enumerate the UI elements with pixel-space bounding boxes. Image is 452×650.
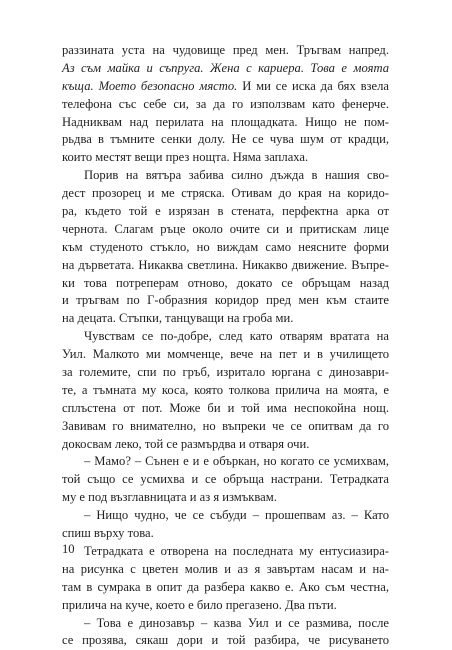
text-segment: за големите, спи по гръб, изритало юргана с динозаври- bbox=[62, 365, 389, 380]
text-segment: Уил. Малкото ми момченце, вече на пет и в училището bbox=[62, 347, 389, 362]
text-segment: Завивам го внимателно, но въпреки че се опитвам да го bbox=[62, 418, 389, 433]
text-segment: ки това потреперaм отново, докато се обръщам назад bbox=[62, 275, 389, 290]
text-segment: ра, където той е изрязан в стената, перфектна арка от bbox=[62, 204, 389, 219]
text-line bbox=[62, 203, 389, 221]
text-line bbox=[62, 507, 389, 525]
text-segment: към студеното стъкло, но виждам само неясните форми bbox=[62, 239, 389, 254]
text-line bbox=[62, 400, 389, 418]
page-number: 10 bbox=[62, 542, 75, 556]
text-segment: на децата. Стъпки, танцуващи на гроба ми. bbox=[62, 311, 294, 326]
text-segment: Чувствам се по-добре, след като отварям вратата на bbox=[84, 329, 389, 344]
text-line bbox=[62, 239, 389, 257]
text-line bbox=[62, 471, 389, 489]
text-line bbox=[62, 221, 389, 239]
text-segment: – Мамо? – Сънен е и е объркан, но когато се усмихвам, bbox=[84, 454, 389, 469]
text-segment: му е под възглавницата и аз я измъквам. bbox=[62, 490, 277, 505]
text-line bbox=[62, 310, 389, 328]
text-segment: Тетрадката е отворена на последната му ентусиазира- bbox=[84, 543, 389, 558]
text-line bbox=[62, 292, 389, 310]
text-segment: се прозява, сякаш дори и той разбира, че рисуването bbox=[62, 633, 389, 648]
text-line bbox=[62, 489, 389, 507]
text-line bbox=[62, 453, 389, 471]
text-segment: телефона със себе си, за да го използвам като фенерче. bbox=[62, 96, 389, 111]
text-segment: които местят вещи през нощта. Няма заплаха. bbox=[62, 150, 309, 165]
text-line bbox=[62, 328, 389, 346]
text-segment: на дърветата. Никаква светлина. Никакво движение. Въпре- bbox=[62, 257, 389, 272]
text-segment: рьдва в тъмните сенки долу. Не се чува шум от крадци, bbox=[62, 132, 389, 147]
text-line bbox=[62, 114, 389, 132]
text-line bbox=[62, 632, 389, 650]
text-line bbox=[62, 418, 389, 436]
text-line bbox=[62, 78, 389, 96]
text-segment: И ми се иска да бях взела bbox=[237, 78, 389, 93]
text-line bbox=[62, 597, 389, 615]
text-line bbox=[62, 525, 389, 543]
text-line bbox=[62, 257, 389, 275]
text-line bbox=[62, 60, 389, 78]
text-line bbox=[62, 382, 389, 400]
text-line bbox=[62, 346, 389, 364]
text-segment: те, а тъмната му коса, която толкова прилича на моята, е bbox=[62, 382, 389, 397]
text-line bbox=[62, 364, 389, 382]
text-line bbox=[62, 561, 389, 579]
text-line bbox=[62, 543, 389, 561]
text-segment: – Нищо чудно, че се събуди – прошепвам аз. – Като bbox=[84, 508, 389, 523]
body-text bbox=[62, 42, 389, 650]
text-segment: спиш върху това. bbox=[62, 526, 154, 541]
text-line bbox=[62, 615, 389, 633]
text-line bbox=[62, 185, 389, 203]
text-segment: на рисунка с цветен молив и аз я завъртам насам и на- bbox=[62, 561, 389, 576]
text-line bbox=[62, 167, 389, 185]
text-line bbox=[62, 579, 389, 597]
text-segment: той също се усмихва и се обръща настрани. Тетрадката bbox=[62, 472, 389, 487]
text-segment: там в сумрака в опит да разбера какво е. Ако съм честна, bbox=[62, 579, 389, 594]
text-line bbox=[62, 131, 389, 149]
text-line bbox=[62, 149, 389, 167]
text-line bbox=[62, 436, 389, 454]
text-segment: и тръгвам по Г-образния коридор пред мен към стаите bbox=[62, 293, 389, 308]
text-segment: чернота. Слагам ръце около очите си и притискам лице bbox=[62, 221, 389, 236]
text-segment: докосвам леко, той се размърдва и отваря очи. bbox=[62, 436, 310, 451]
text-segment: – Това е динозавър – казва Уил и се размива, после bbox=[84, 615, 389, 630]
text-segment: Надниквам над перилата на площадката. Нищо не пом- bbox=[62, 114, 389, 129]
text-line bbox=[62, 42, 389, 60]
text-segment: раззината уста на чудовище пред мен. Тръгвам напред. bbox=[62, 43, 389, 57]
italic-text: къща. Моето безопасно място. bbox=[62, 78, 238, 93]
text-segment: прилича на куче, което е било прегазено. Два пъти. bbox=[62, 597, 337, 612]
text-segment: сплъстена от пот. Може би и той има неспокойна нощ. bbox=[62, 400, 389, 415]
text-segment: Порив на вятъра забива силно дъжда в нашия сво- bbox=[84, 168, 389, 183]
text-line bbox=[62, 275, 389, 293]
text-line bbox=[62, 96, 389, 114]
italic-text: Аз съм майка и съпруга. Жена с кариера. Това е моята bbox=[62, 60, 389, 75]
text-segment: дест прозорец и ме стряска. Отивам до края на коридо- bbox=[62, 186, 389, 201]
